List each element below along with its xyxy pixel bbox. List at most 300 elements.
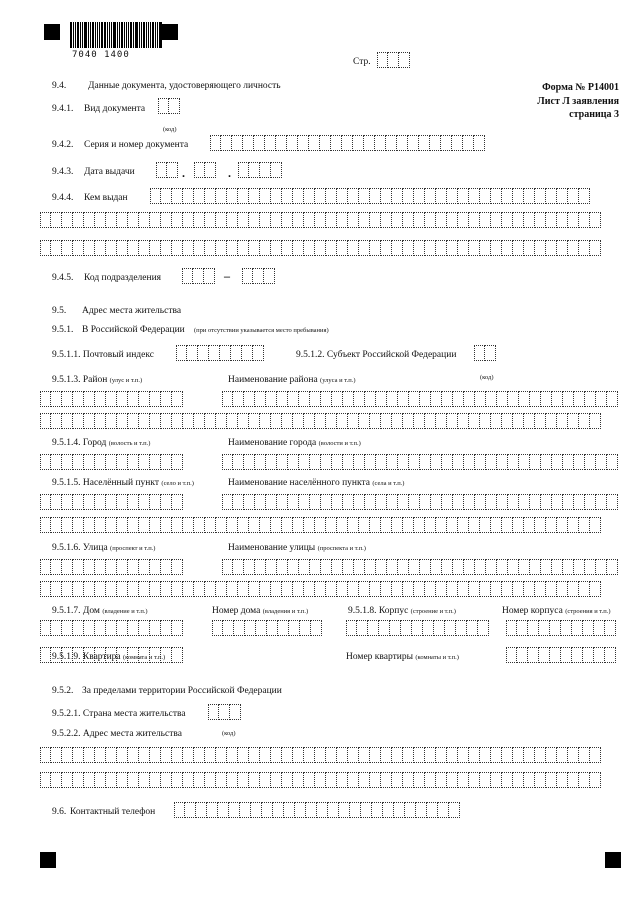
input-cell[interactable] (337, 212, 348, 228)
input-cell[interactable] (561, 647, 572, 663)
input-cell[interactable] (563, 559, 574, 575)
input-cell[interactable] (117, 454, 128, 470)
input-cell[interactable] (172, 772, 183, 788)
input-cell[interactable] (337, 413, 348, 429)
input-cell[interactable] (205, 240, 216, 256)
input-cell[interactable] (139, 454, 150, 470)
input-cell[interactable] (222, 559, 233, 575)
input-cell[interactable] (139, 647, 150, 663)
input-cell[interactable] (150, 517, 161, 533)
input-cell[interactable] (403, 240, 414, 256)
input-cell[interactable] (51, 240, 62, 256)
input-cell[interactable] (535, 747, 546, 763)
input-cell[interactable] (95, 391, 106, 407)
input-cell[interactable] (568, 747, 579, 763)
input-cell[interactable] (172, 559, 183, 575)
input-cell[interactable] (84, 240, 95, 256)
input-cell[interactable] (84, 454, 95, 470)
input-cell[interactable] (579, 188, 590, 204)
input-cell[interactable] (579, 413, 590, 429)
input-cell[interactable] (348, 581, 359, 597)
input-cell[interactable] (172, 581, 183, 597)
input-cell[interactable] (480, 212, 491, 228)
input-cell[interactable] (84, 581, 95, 597)
input-cell[interactable] (264, 268, 275, 284)
input-cell[interactable] (205, 581, 216, 597)
input-cell[interactable] (524, 517, 535, 533)
input-cell[interactable] (84, 559, 95, 575)
input-cell[interactable] (464, 391, 475, 407)
input-cell[interactable] (579, 240, 590, 256)
input-cell[interactable] (585, 559, 596, 575)
input-cell[interactable] (205, 747, 216, 763)
input-cell[interactable] (568, 413, 579, 429)
input-cell[interactable] (222, 391, 233, 407)
input-cell[interactable] (73, 559, 84, 575)
input-cell[interactable] (240, 802, 251, 818)
input-cell[interactable] (242, 268, 253, 284)
input-cell[interactable] (293, 517, 304, 533)
input-cell[interactable] (73, 240, 84, 256)
input-cell[interactable] (392, 413, 403, 429)
input-cell[interactable] (475, 559, 486, 575)
input-cell[interactable] (359, 772, 370, 788)
input-cell[interactable] (524, 772, 535, 788)
input-cell[interactable] (381, 772, 392, 788)
input-cell[interactable] (513, 212, 524, 228)
input-cell[interactable] (315, 581, 326, 597)
input-cell[interactable] (106, 413, 117, 429)
input-cell[interactable] (605, 647, 616, 663)
input-cell[interactable] (255, 391, 266, 407)
input-cell[interactable] (106, 620, 117, 636)
input-cell[interactable] (381, 413, 392, 429)
input-cell[interactable] (73, 747, 84, 763)
input-cell[interactable] (574, 391, 585, 407)
input-cell[interactable] (535, 517, 546, 533)
input-cell[interactable] (161, 494, 172, 510)
input-cell[interactable] (350, 802, 361, 818)
input-cell[interactable] (282, 212, 293, 228)
input-cell[interactable] (128, 581, 139, 597)
input-cell[interactable] (205, 772, 216, 788)
input-cell[interactable] (420, 559, 431, 575)
input-cell[interactable] (359, 747, 370, 763)
input-cell[interactable] (315, 188, 326, 204)
input-cell[interactable] (150, 647, 161, 663)
input-cell[interactable] (486, 494, 497, 510)
input-cell[interactable] (398, 559, 409, 575)
input-cell[interactable] (216, 747, 227, 763)
input-cell[interactable] (370, 188, 381, 204)
input-cell[interactable] (563, 494, 574, 510)
input-cell[interactable] (594, 620, 605, 636)
input-cell[interactable] (519, 494, 530, 510)
input-cell[interactable] (596, 391, 607, 407)
input-cell[interactable] (506, 620, 517, 636)
input-cell[interactable] (585, 391, 596, 407)
input-cell[interactable] (128, 391, 139, 407)
input-cell[interactable] (574, 559, 585, 575)
input-cell[interactable] (84, 747, 95, 763)
input-cell[interactable] (328, 802, 339, 818)
input-cell[interactable] (320, 135, 331, 151)
foreign-address-cells-row-2[interactable] (40, 772, 601, 788)
input-cell[interactable] (442, 454, 453, 470)
input-cell[interactable] (392, 747, 403, 763)
input-cell[interactable] (530, 559, 541, 575)
country-code-cells[interactable] (208, 704, 241, 720)
input-cell[interactable] (315, 517, 326, 533)
input-cell[interactable] (552, 391, 563, 407)
input-cell[interactable] (249, 747, 260, 763)
input-cell[interactable] (196, 802, 207, 818)
input-cell[interactable] (387, 454, 398, 470)
street-name-cells-row-1[interactable] (222, 559, 618, 575)
input-cell[interactable] (442, 559, 453, 575)
input-cell[interactable] (464, 494, 475, 510)
input-cell[interactable] (508, 454, 519, 470)
settlement-code-cells[interactable] (40, 494, 183, 510)
input-cell[interactable] (84, 212, 95, 228)
input-cell[interactable] (354, 391, 365, 407)
input-cell[interactable] (519, 454, 530, 470)
input-cell[interactable] (387, 494, 398, 510)
input-cell[interactable] (425, 188, 436, 204)
input-cell[interactable] (364, 135, 375, 151)
input-cell[interactable] (293, 772, 304, 788)
input-cell[interactable] (458, 212, 469, 228)
input-cell[interactable] (194, 212, 205, 228)
input-cell[interactable] (139, 772, 150, 788)
input-cell[interactable] (486, 391, 497, 407)
issue-year-cells[interactable] (238, 162, 282, 178)
input-cell[interactable] (524, 240, 535, 256)
input-cell[interactable] (128, 620, 139, 636)
input-cell[interactable] (381, 240, 392, 256)
input-cell[interactable] (106, 647, 117, 663)
input-cell[interactable] (583, 647, 594, 663)
document-type-code-cells[interactable] (158, 98, 180, 114)
division-code-cells-2[interactable] (242, 268, 275, 284)
input-cell[interactable] (176, 345, 187, 361)
input-cell[interactable] (172, 454, 183, 470)
input-cell[interactable] (502, 240, 513, 256)
input-cell[interactable] (590, 747, 601, 763)
input-cell[interactable] (304, 581, 315, 597)
input-cell[interactable] (572, 647, 583, 663)
input-cell[interactable] (128, 240, 139, 256)
input-cell[interactable] (441, 135, 452, 151)
input-cell[interactable] (438, 802, 449, 818)
input-cell[interactable] (128, 413, 139, 429)
input-cell[interactable] (231, 345, 242, 361)
issued-by-cells-row-2[interactable] (40, 212, 601, 228)
input-cell[interactable] (40, 454, 51, 470)
input-cell[interactable] (278, 620, 289, 636)
input-cell[interactable] (183, 240, 194, 256)
input-cell[interactable] (412, 620, 423, 636)
input-cell[interactable] (73, 517, 84, 533)
input-cell[interactable] (392, 581, 403, 597)
input-cell[interactable] (431, 494, 442, 510)
input-cell[interactable] (535, 581, 546, 597)
input-cell[interactable] (273, 802, 284, 818)
input-cell[interactable] (222, 454, 233, 470)
input-cell[interactable] (117, 647, 128, 663)
input-cell[interactable] (425, 772, 436, 788)
input-cell[interactable] (486, 454, 497, 470)
input-cell[interactable] (337, 188, 348, 204)
input-cell[interactable] (354, 454, 365, 470)
issue-day-cells[interactable] (156, 162, 178, 178)
input-cell[interactable] (469, 747, 480, 763)
house-number-cells[interactable] (212, 620, 322, 636)
input-cell[interactable] (524, 581, 535, 597)
input-cell[interactable] (306, 802, 317, 818)
input-cell[interactable] (326, 581, 337, 597)
input-cell[interactable] (359, 413, 370, 429)
input-cell[interactable] (62, 581, 73, 597)
input-cell[interactable] (326, 413, 337, 429)
input-cell[interactable] (354, 559, 365, 575)
input-cell[interactable] (73, 581, 84, 597)
input-cell[interactable] (539, 620, 550, 636)
input-cell[interactable] (183, 413, 194, 429)
input-cell[interactable] (40, 391, 51, 407)
input-cell[interactable] (321, 391, 332, 407)
input-cell[interactable] (187, 345, 198, 361)
input-cell[interactable] (315, 772, 326, 788)
input-cell[interactable] (150, 413, 161, 429)
input-cell[interactable] (84, 620, 95, 636)
input-cell[interactable] (423, 620, 434, 636)
input-cell[interactable] (381, 188, 392, 204)
input-cell[interactable] (420, 391, 431, 407)
input-cell[interactable] (304, 517, 315, 533)
input-cell[interactable] (502, 581, 513, 597)
input-cell[interactable] (377, 52, 388, 68)
input-cell[interactable] (497, 391, 508, 407)
input-cell[interactable] (244, 454, 255, 470)
input-cell[interactable] (392, 212, 403, 228)
input-cell[interactable] (519, 391, 530, 407)
input-cell[interactable] (381, 212, 392, 228)
input-cell[interactable] (376, 494, 387, 510)
input-cell[interactable] (513, 413, 524, 429)
input-cell[interactable] (106, 772, 117, 788)
input-cell[interactable] (255, 559, 266, 575)
input-cell[interactable] (372, 802, 383, 818)
input-cell[interactable] (480, 240, 491, 256)
input-cell[interactable] (436, 212, 447, 228)
input-cell[interactable] (238, 188, 249, 204)
input-cell[interactable] (51, 212, 62, 228)
input-cell[interactable] (321, 494, 332, 510)
input-cell[interactable] (183, 517, 194, 533)
input-cell[interactable] (469, 772, 480, 788)
input-cell[interactable] (491, 240, 502, 256)
input-cell[interactable] (463, 135, 474, 151)
input-cell[interactable] (309, 135, 320, 151)
input-cell[interactable] (40, 494, 51, 510)
input-cell[interactable] (414, 747, 425, 763)
input-cell[interactable] (304, 772, 315, 788)
input-cell[interactable] (51, 620, 62, 636)
input-cell[interactable] (227, 212, 238, 228)
input-cell[interactable] (568, 581, 579, 597)
input-cell[interactable] (238, 212, 249, 228)
input-cell[interactable] (436, 747, 447, 763)
input-cell[interactable] (299, 391, 310, 407)
input-cell[interactable] (212, 620, 223, 636)
input-cell[interactable] (282, 772, 293, 788)
input-cell[interactable] (326, 188, 337, 204)
input-cell[interactable] (161, 212, 172, 228)
input-cell[interactable] (62, 620, 73, 636)
input-cell[interactable] (590, 240, 601, 256)
input-cell[interactable] (198, 345, 209, 361)
input-cell[interactable] (550, 620, 561, 636)
input-cell[interactable] (84, 413, 95, 429)
input-cell[interactable] (388, 52, 399, 68)
input-cell[interactable] (475, 454, 486, 470)
input-cell[interactable] (331, 135, 342, 151)
input-cell[interactable] (51, 747, 62, 763)
contact-phone-cells[interactable] (174, 802, 460, 818)
input-cell[interactable] (172, 240, 183, 256)
input-cell[interactable] (370, 581, 381, 597)
input-cell[interactable] (40, 581, 51, 597)
input-cell[interactable] (117, 747, 128, 763)
input-cell[interactable] (172, 212, 183, 228)
input-cell[interactable] (337, 581, 348, 597)
input-cell[interactable] (568, 772, 579, 788)
input-cell[interactable] (205, 162, 216, 178)
input-cell[interactable] (139, 212, 150, 228)
input-cell[interactable] (326, 212, 337, 228)
input-cell[interactable] (409, 559, 420, 575)
input-cell[interactable] (605, 620, 616, 636)
input-cell[interactable] (383, 802, 394, 818)
input-cell[interactable] (447, 413, 458, 429)
input-cell[interactable] (227, 240, 238, 256)
input-cell[interactable] (557, 413, 568, 429)
input-cell[interactable] (458, 581, 469, 597)
input-cell[interactable] (337, 517, 348, 533)
input-cell[interactable] (409, 454, 420, 470)
input-cell[interactable] (397, 135, 408, 151)
input-cell[interactable] (150, 747, 161, 763)
input-cell[interactable] (596, 454, 607, 470)
input-cell[interactable] (535, 240, 546, 256)
input-cell[interactable] (579, 581, 590, 597)
input-cell[interactable] (95, 559, 106, 575)
input-cell[interactable] (161, 559, 172, 575)
input-cell[interactable] (139, 391, 150, 407)
input-cell[interactable] (208, 704, 219, 720)
settlement-name-cells-row-2[interactable] (40, 517, 601, 533)
input-cell[interactable] (491, 581, 502, 597)
input-cell[interactable] (227, 413, 238, 429)
input-cell[interactable] (607, 454, 618, 470)
input-cell[interactable] (403, 517, 414, 533)
input-cell[interactable] (282, 747, 293, 763)
input-cell[interactable] (513, 240, 524, 256)
input-cell[interactable] (469, 517, 480, 533)
input-cell[interactable] (491, 188, 502, 204)
input-cell[interactable] (62, 212, 73, 228)
input-cell[interactable] (579, 747, 590, 763)
input-cell[interactable] (150, 494, 161, 510)
input-cell[interactable] (572, 620, 583, 636)
input-cell[interactable] (386, 135, 397, 151)
input-cell[interactable] (277, 391, 288, 407)
input-cell[interactable] (238, 413, 249, 429)
input-cell[interactable] (427, 802, 438, 818)
input-cell[interactable] (530, 454, 541, 470)
input-cell[interactable] (359, 240, 370, 256)
input-cell[interactable] (486, 559, 497, 575)
input-cell[interactable] (365, 391, 376, 407)
input-cell[interactable] (497, 559, 508, 575)
city-name-cells[interactable] (222, 454, 618, 470)
input-cell[interactable] (370, 747, 381, 763)
input-cell[interactable] (238, 240, 249, 256)
input-cell[interactable] (106, 517, 117, 533)
input-cell[interactable] (315, 212, 326, 228)
input-cell[interactable] (359, 212, 370, 228)
input-cell[interactable] (376, 559, 387, 575)
input-cell[interactable] (524, 413, 535, 429)
input-cell[interactable] (289, 620, 300, 636)
input-cell[interactable] (161, 188, 172, 204)
input-cell[interactable] (456, 620, 467, 636)
input-cell[interactable] (464, 454, 475, 470)
input-cell[interactable] (194, 747, 205, 763)
input-cell[interactable] (106, 240, 117, 256)
input-cell[interactable] (315, 747, 326, 763)
input-cell[interactable] (464, 559, 475, 575)
issued-by-cells-row-1[interactable] (150, 188, 590, 204)
input-cell[interactable] (238, 162, 249, 178)
input-cell[interactable] (550, 647, 561, 663)
input-cell[interactable] (249, 413, 260, 429)
input-cell[interactable] (535, 188, 546, 204)
input-cell[interactable] (348, 517, 359, 533)
input-cell[interactable] (478, 620, 489, 636)
input-cell[interactable] (546, 413, 557, 429)
input-cell[interactable] (271, 162, 282, 178)
input-cell[interactable] (128, 212, 139, 228)
input-cell[interactable] (234, 620, 245, 636)
input-cell[interactable] (260, 413, 271, 429)
input-cell[interactable] (326, 240, 337, 256)
input-cell[interactable] (370, 413, 381, 429)
input-cell[interactable] (253, 345, 264, 361)
building-type-cells[interactable] (346, 620, 489, 636)
input-cell[interactable] (568, 188, 579, 204)
input-cell[interactable] (249, 581, 260, 597)
input-cell[interactable] (51, 517, 62, 533)
issued-by-cells-row-3[interactable] (40, 240, 601, 256)
input-cell[interactable] (51, 581, 62, 597)
input-cell[interactable] (590, 772, 601, 788)
input-cell[interactable] (480, 772, 491, 788)
input-cell[interactable] (128, 559, 139, 575)
input-cell[interactable] (370, 517, 381, 533)
input-cell[interactable] (425, 517, 436, 533)
